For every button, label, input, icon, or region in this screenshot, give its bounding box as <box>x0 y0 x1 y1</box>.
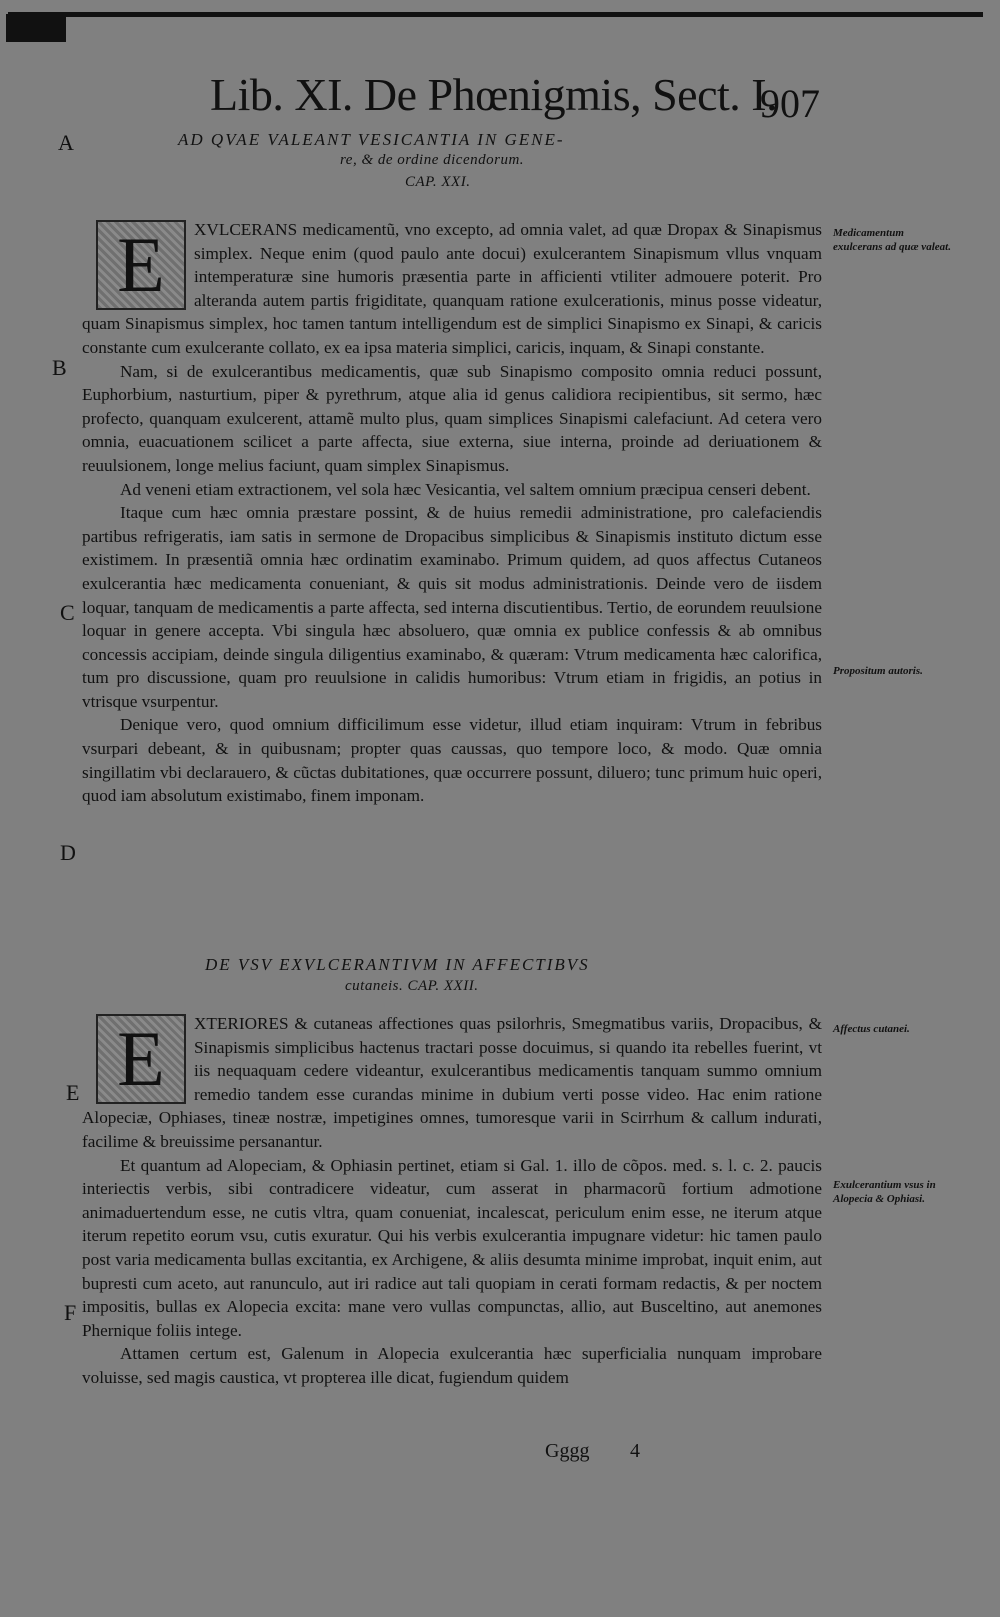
margin-letter-d: D <box>60 840 76 865</box>
chapter-22-paragraph: XTERIORES & cutaneas affectiones quas psilorhris, Smegmatibus variis, Dropacibus, & Sinapismis simplicibus hactenus tractari posse docuimus, si quando ita rebelles fuerint, vt iis nequaquam cedere videantur, exulcerantibus medicamentis tanquam summo omnium remedio tandem esse curandas minime in dubium verti posse video. Hac enim ratione Alopeciæ, Ophiases, tineæ nostræ, impetigines omnes, tumoresque varii in Scirrhum & callum indurati, facilime & breuissime persanantur. <box>82 1014 822 1151</box>
chapter-21-paragraph: XVLCERANS medicamentũ, vno excepto, ad omnia valet, ad quæ Dropax & Sinapismus simplex. Neque enim (quod paulo ante docui) exulcerantem Sinapismum vllus vnquam intemperaturæ sine humoris præsentia parte in afficienti vtiliter admouere poterit. Pro alteranda autem partis frigiditate, quanquam ratione exulcerationis, minus posse videatur, quam Sinapismus simplex, hoc tamen tantum intelligendum est de simplici Sinapismo ex Sinapi, & caricis constante cum exulcerante collato, ex ea ipsa materia simplici, caricis, inquam, & Sinapi constante. <box>82 220 822 357</box>
corner-ink-mark <box>6 14 66 42</box>
chapter-22-paragraph: Attamen certum est, Galenum in Alopecia exulcerantia hæc superficialia nunquam improbare voluisse, sed magis caustica, vt propterea ille dicat, fugiendum quidem <box>82 1344 822 1387</box>
signature-mark: Gggg <box>545 1440 590 1462</box>
chapter-21-heading-line-3: CAP. XXI. <box>405 174 471 190</box>
drop-cap-initial: E <box>96 1014 186 1104</box>
chapter-21-heading-line-2: re, & de ordine dicendorum. <box>340 152 525 168</box>
chapter-22-heading-line-2: cutaneis. CAP. XXII. <box>345 978 479 994</box>
margin-letter-a: A <box>58 130 74 155</box>
chapter-22-body <box>82 1012 822 1390</box>
margin-note: Medicamentum exulcerans ad quæ valeat. <box>833 227 951 253</box>
margin-note: Exulcerantium vsus in Alopecia & Ophiasi. <box>833 1179 936 1205</box>
margin-letter-c: C <box>60 600 75 625</box>
running-head: Lib. XI. De Phœnigmis, Sect. I. <box>210 69 778 120</box>
chapter-21-paragraph: Ad veneni etiam extractionem, vel sola hæc Vesicantia, vel saltem omnium præcipua censeri debent. <box>120 479 811 499</box>
chapter-21-paragraph: Denique vero, quod omnium difficilimum esse videtur, illud etiam inquiram: Vtrum in febribus vsurpari debeant, & in quibusnam; propter quas caussas, quo tempore loco, & modo. Quæ omnia singillatim vbi declarauero, & cũctas dubitationes, quæ occurrere possunt, diluero; tunc primum huic operi, quod iam absolutum existimabo, finem imponam. <box>82 715 822 806</box>
margin-note: Propositum autoris. <box>833 665 923 677</box>
chapter-21-body <box>82 218 822 808</box>
chapter-21-heading-line-1: AD QVAE VALEANT VESICANTIA IN GENE- <box>178 130 565 149</box>
margin-note: Affectus cutanei. <box>833 1023 910 1035</box>
margin-letter-e: E <box>66 1080 80 1105</box>
top-border-rule <box>8 12 983 17</box>
chapter-21-paragraph: Itaque cum hæc omnia præstare possint, & de huius remedii administratione, pro calefaciendis partibus refrigeratis, iam satis in sermone de Dropacibus simplicibus & Sinapismis instituto dictum esse existimem. In præsentiã omnia hæc ordinatim examinabo. Primum quidem, ad quos affectus Cutaneos exulcerantia hæc medicamenta conueniant, & quis sit modus administrationis. Deinde vero de iisdem loquar, tanquam de medicamentis a parte affecta, sed interna discutientibus. Tertio, de eorundem reuulsione loquar in genere accepta. Vbi singula hæc absoluero, quæ omnia ex publice confessis & ab omnibus concessis accipiam, deinde singula diligentius examinabo, & quæram: Vtrum medicamenta hæc calorifica, tum pro discussione, quam pro reuulsione in calidis humoribus: Vtrum etiam in frigidis, an potius in vtrisque vsurpentur. <box>82 503 822 711</box>
chapter-22-paragraph: Et quantum ad Alopeciam, & Ophiasin pertinet, etiam si Gal. 1. illo de cõpos. med. s. l. c. 2. paucis interiectis verbis, sibi contradicere videatur, cum asserat in pharmacorũ fortium admotione animaduertendum esse, ne cutis vltra, quam conueniat, incalescat, periculum enim esse, ne iterum atque iterum repetito eorum vsu, cutis exuratur. Qui his verbis exulcerantia impugnare videtur: hic tamen paulo post varia medicamenta bullas excitantia, ex Archigene, & aliis desumta minime improbat, inquit enim, aut bupresti cum aceto, aut ranunculo, aut iri radice aut tali quopiam in cerati formam redactis, & per noctem impositis, bullas ex Alopecia excita: mane vero vullas compunctas, allio, aut Busceltino, aut anemones Phernique foliis intege. <box>82 1155 822 1340</box>
margin-letter-f: F <box>64 1300 77 1325</box>
chapter-22-heading-line-1: DE VSV EXVLCERANTIVM IN AFFECTIBVS <box>205 955 590 974</box>
margin-letter-b: B <box>52 355 67 380</box>
page-number: 907 <box>760 81 820 126</box>
drop-cap-initial: E <box>96 220 186 310</box>
signature-number: 4 <box>630 1440 640 1462</box>
chapter-21-paragraph: Nam, si de exulcerantibus medicamentis, quæ sub Sinapismo composito omnia reduci possunt, Euphorbium, nasturtium, piper & pyrethrum, atque alia id genus calidiora recipientibus, sit sermo, hæc profecto, quanquam exulcerent, attamẽ multo plus, quam simplices Sinapismi calefaciunt. Ad cetera vero omnia, euacuationem scilicet a parte affecta, siue externa, siue interna, proinde ad deriuationem & reuulsionem, longe melius faciunt, quam simplex Sinapismus. <box>82 361 822 475</box>
